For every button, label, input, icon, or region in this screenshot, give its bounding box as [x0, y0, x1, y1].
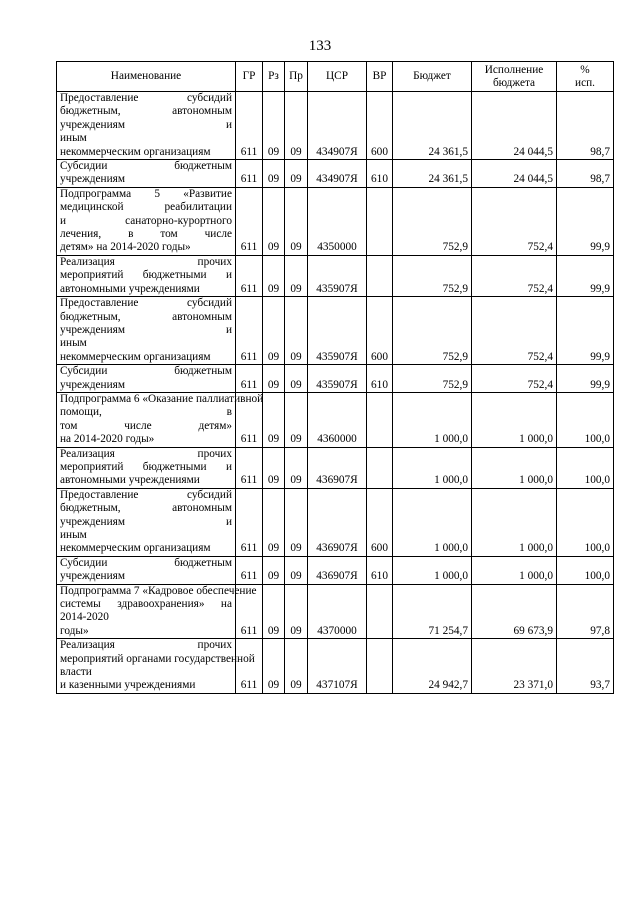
row-rz-cell: 09	[263, 488, 285, 556]
row-vr-cell: 610	[367, 365, 393, 393]
row-csr-cell: 436907Я	[308, 488, 367, 556]
row-csr-cell: 435907Я	[308, 297, 367, 365]
row-percent-cell: 98,7	[557, 160, 614, 188]
row-percent-cell: 97,8	[557, 584, 614, 639]
row-execution-cell: 1 000,0	[472, 488, 557, 556]
row-gr-cell: 611	[236, 392, 263, 447]
row-percent-cell: 93,7	[557, 639, 614, 694]
row-rz-cell: 09	[263, 255, 285, 296]
row-budget-cell: 752,9	[393, 297, 472, 365]
row-vr-cell	[367, 584, 393, 639]
row-pr-cell: 09	[285, 447, 308, 488]
row-budget-cell: 24 361,5	[393, 92, 472, 160]
row-gr-cell: 611	[236, 556, 263, 584]
row-budget-cell: 71 254,7	[393, 584, 472, 639]
header-csr: ЦСР	[308, 62, 367, 92]
row-gr-cell: 611	[236, 488, 263, 556]
row-rz-cell: 09	[263, 187, 285, 255]
row-gr-cell: 611	[236, 187, 263, 255]
row-execution-cell: 1 000,0	[472, 556, 557, 584]
header-budget: Бюджет	[393, 62, 472, 92]
row-percent-cell: 98,7	[557, 92, 614, 160]
header-name: Наименование	[57, 62, 236, 92]
row-vr-cell	[367, 639, 393, 694]
row-pr-cell: 09	[285, 187, 308, 255]
table-row	[57, 255, 614, 296]
row-csr-cell: 436907Я	[308, 447, 367, 488]
row-execution-cell: 69 673,9	[472, 584, 557, 639]
row-vr-cell	[367, 447, 393, 488]
row-csr-cell: 4370000	[308, 584, 367, 639]
row-execution-cell: 752,4	[472, 297, 557, 365]
row-execution-cell: 752,4	[472, 255, 557, 296]
table-row	[57, 297, 614, 365]
header-gr: ГР	[236, 62, 263, 92]
row-percent-cell: 100,0	[557, 488, 614, 556]
row-budget-cell: 24 361,5	[393, 160, 472, 188]
row-gr-cell: 611	[236, 639, 263, 694]
row-percent-cell: 100,0	[557, 447, 614, 488]
row-name-cell: Предоставление субсидий бюджетным, автономным учреждениям и иным некоммерческим организациям	[57, 92, 236, 160]
row-name-cell: Реализация прочих мероприятий органами государственной власти и казенными учреждениями	[57, 639, 236, 694]
table-row	[57, 365, 614, 393]
row-gr-cell: 611	[236, 255, 263, 296]
row-pr-cell: 09	[285, 255, 308, 296]
row-vr-cell: 600	[367, 92, 393, 160]
row-pr-cell: 09	[285, 92, 308, 160]
row-vr-cell: 610	[367, 556, 393, 584]
row-csr-cell: 434907Я	[308, 92, 367, 160]
table-row	[57, 584, 614, 639]
table-row	[57, 639, 614, 694]
table-row	[57, 488, 614, 556]
row-name-cell: Субсидии бюджетным учреждениям	[57, 160, 236, 188]
row-rz-cell: 09	[263, 556, 285, 584]
row-name-cell: Реализация прочих мероприятий бюджетными и автономными учреждениями	[57, 255, 236, 296]
row-name-cell: Реализация прочих мероприятий бюджетными и автономными учреждениями	[57, 447, 236, 488]
row-budget-cell: 1 000,0	[393, 392, 472, 447]
header-rz: Рз	[263, 62, 285, 92]
row-vr-cell	[367, 255, 393, 296]
header-pr: Пр	[285, 62, 308, 92]
row-vr-cell	[367, 392, 393, 447]
row-execution-cell: 752,4	[472, 365, 557, 393]
row-pr-cell: 09	[285, 584, 308, 639]
row-percent-cell: 99,9	[557, 255, 614, 296]
row-budget-cell: 1 000,0	[393, 488, 472, 556]
row-rz-cell: 09	[263, 584, 285, 639]
row-pr-cell: 09	[285, 297, 308, 365]
row-name-cell: Подпрограмма 7 «Кадровое обеспечение системы здравоохранения» на 2014-2020 годы»	[57, 584, 236, 639]
row-csr-cell: 434907Я	[308, 160, 367, 188]
row-budget-cell: 752,9	[393, 255, 472, 296]
row-csr-cell: 435907Я	[308, 255, 367, 296]
table-row	[57, 92, 614, 160]
row-vr-cell: 600	[367, 297, 393, 365]
row-vr-cell	[367, 187, 393, 255]
header-vr: ВР	[367, 62, 393, 92]
row-vr-cell: 610	[367, 160, 393, 188]
row-execution-cell: 1 000,0	[472, 447, 557, 488]
row-execution-cell: 752,4	[472, 187, 557, 255]
row-csr-cell: 437107Я	[308, 639, 367, 694]
row-gr-cell: 611	[236, 447, 263, 488]
budget-execution-table	[56, 61, 614, 694]
row-execution-cell: 24 044,5	[472, 92, 557, 160]
header-execution: Исполнение бюджета	[472, 62, 557, 92]
row-rz-cell: 09	[263, 447, 285, 488]
row-pr-cell: 09	[285, 556, 308, 584]
row-name-cell: Предоставление субсидий бюджетным, автономным учреждениям и иным некоммерческим организациям	[57, 297, 236, 365]
row-budget-cell: 1 000,0	[393, 447, 472, 488]
row-budget-cell: 752,9	[393, 365, 472, 393]
row-percent-cell: 99,9	[557, 187, 614, 255]
row-budget-cell: 752,9	[393, 187, 472, 255]
table-row	[57, 556, 614, 584]
row-rz-cell: 09	[263, 365, 285, 393]
row-name-cell: Предоставление субсидий бюджетным, автономным учреждениям и иным некоммерческим организациям	[57, 488, 236, 556]
table-row	[57, 187, 614, 255]
row-pr-cell: 09	[285, 160, 308, 188]
row-budget-cell: 1 000,0	[393, 556, 472, 584]
row-csr-cell: 436907Я	[308, 556, 367, 584]
row-percent-cell: 100,0	[557, 392, 614, 447]
table-row	[57, 447, 614, 488]
row-rz-cell: 09	[263, 639, 285, 694]
row-gr-cell: 611	[236, 160, 263, 188]
row-percent-cell: 99,9	[557, 365, 614, 393]
row-gr-cell: 611	[236, 365, 263, 393]
row-name-cell: Подпрограмма 5 «Развитие медицинской реабилитации и санаторно-курортного лечения, в том числе детям» на 2014-2020 годы»	[57, 187, 236, 255]
header-percent: % исп.	[557, 62, 614, 92]
row-name-cell: Подпрограмма 6 «Оказание паллиативной помощи, в том числе детям» на 2014-2020 годы»	[57, 392, 236, 447]
page-number: 133	[308, 38, 332, 54]
row-execution-cell: 1 000,0	[472, 392, 557, 447]
row-rz-cell: 09	[263, 297, 285, 365]
row-gr-cell: 611	[236, 584, 263, 639]
row-pr-cell: 09	[285, 392, 308, 447]
row-pr-cell: 09	[285, 639, 308, 694]
row-execution-cell: 24 044,5	[472, 160, 557, 188]
row-percent-cell: 99,9	[557, 297, 614, 365]
table-header-row	[57, 62, 614, 92]
row-rz-cell: 09	[263, 160, 285, 188]
row-budget-cell: 24 942,7	[393, 639, 472, 694]
row-gr-cell: 611	[236, 92, 263, 160]
table-row	[57, 392, 614, 447]
row-name-cell: Субсидии бюджетным учреждениям	[57, 556, 236, 584]
row-csr-cell: 435907Я	[308, 365, 367, 393]
row-gr-cell: 611	[236, 297, 263, 365]
row-execution-cell: 23 371,0	[472, 639, 557, 694]
row-name-cell: Субсидии бюджетным учреждениям	[57, 365, 236, 393]
row-pr-cell: 09	[285, 365, 308, 393]
row-percent-cell: 100,0	[557, 556, 614, 584]
row-csr-cell: 4360000	[308, 392, 367, 447]
row-rz-cell: 09	[263, 92, 285, 160]
row-rz-cell: 09	[263, 392, 285, 447]
table-body	[57, 92, 614, 694]
row-vr-cell: 600	[367, 488, 393, 556]
row-pr-cell: 09	[285, 488, 308, 556]
table-row	[57, 160, 614, 188]
row-csr-cell: 4350000	[308, 187, 367, 255]
